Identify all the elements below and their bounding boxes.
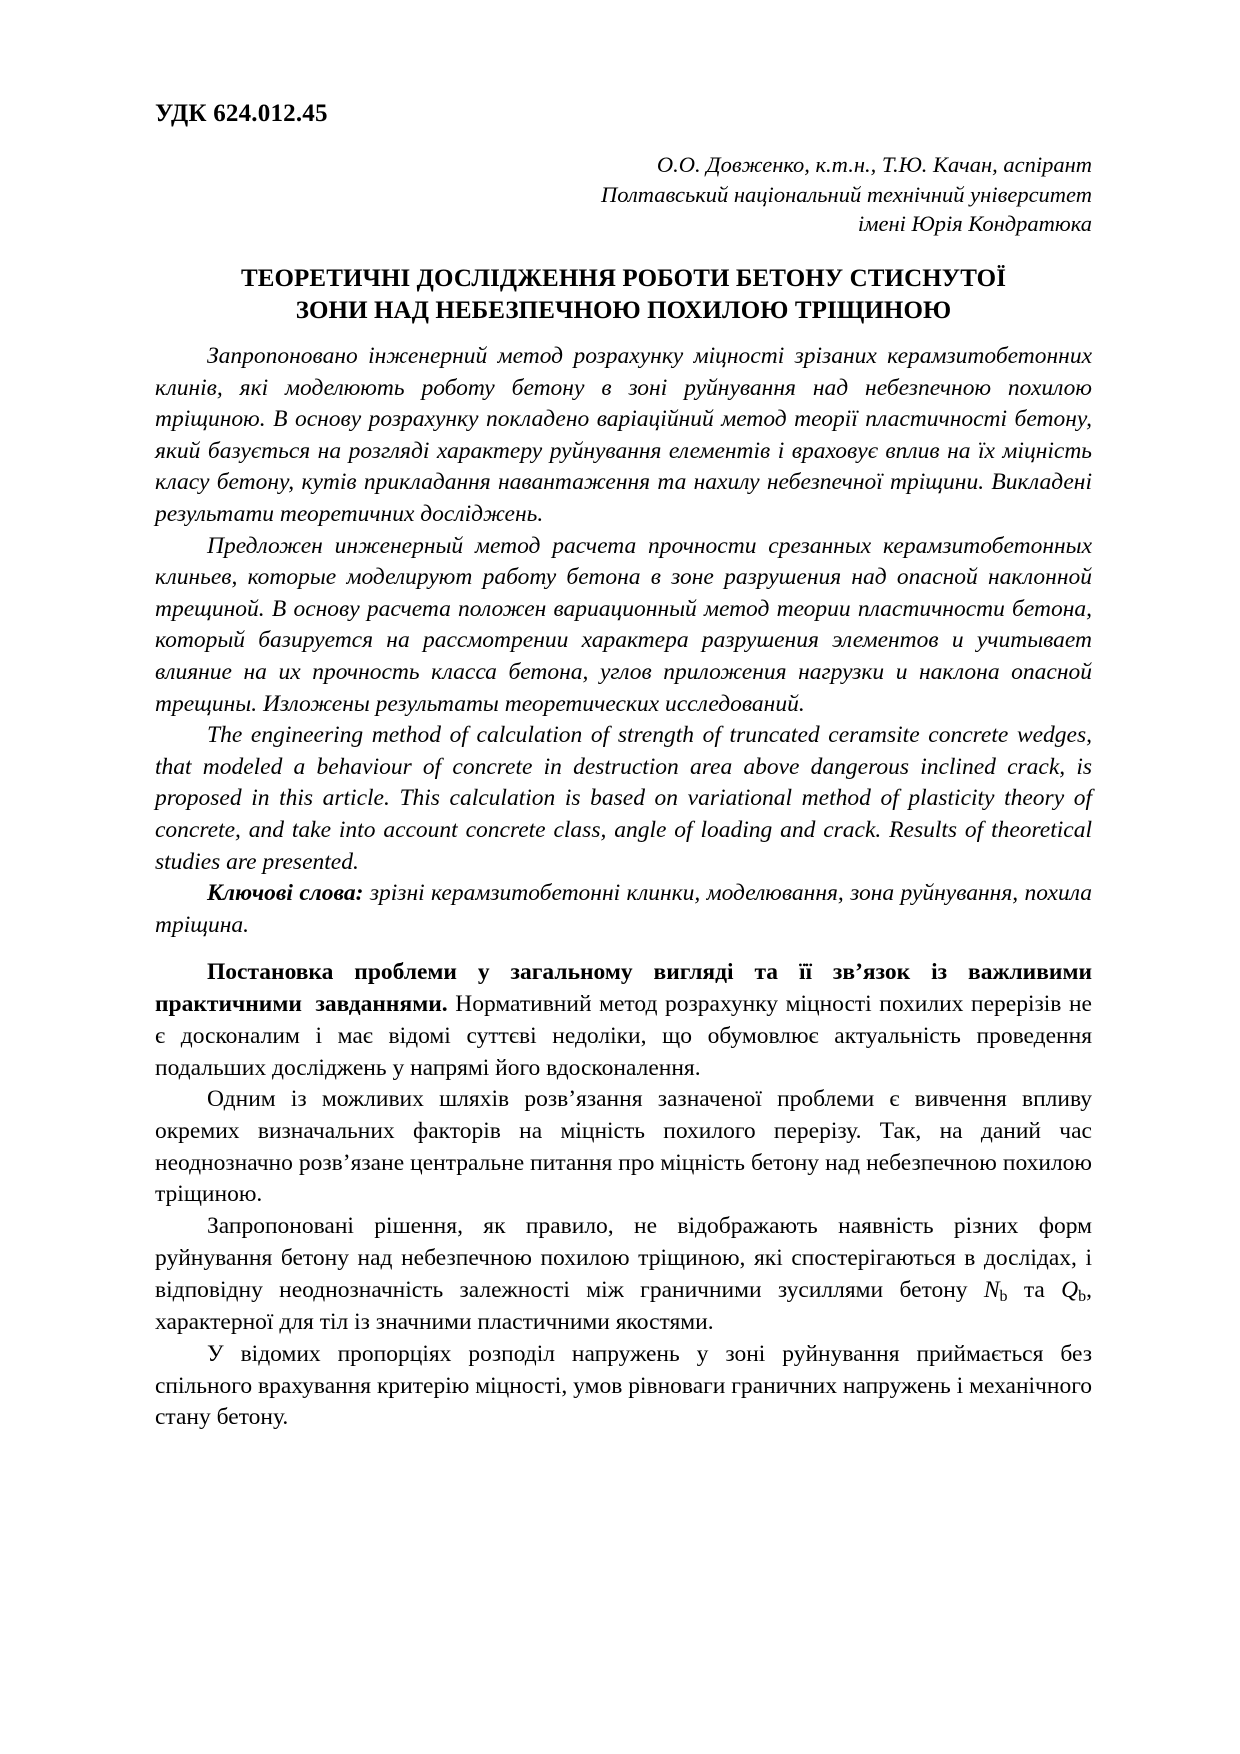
udk-code: УДК 624.012.45 — [155, 100, 328, 127]
symbol-nb-subscript: b — [999, 1287, 1008, 1305]
author-line-1: О.О. Довженко, к.т.н., Т.Ю. Качан, аспірант — [656, 152, 1092, 177]
authors-block — [155, 150, 1092, 239]
paragraph-3 — [155, 1211, 1092, 1339]
affiliation-line-1: Полтавський національний технічний університет — [601, 181, 1092, 207]
keywords-text: зрізні керамзитобетонні клинки, моделювання, зона руйнування, похила тріщина. — [155, 880, 1092, 938]
abstract-section — [155, 341, 1092, 878]
paragraph-1-rest: Нормативний метод розрахунку міцності похилих перерізів не є досконалим і має відомі суттєві недоліки, що обумовлює актуальність проведення подальших досліджень у напрямі його вдосконалення. — [155, 991, 1092, 1081]
section-lead-in: Постановка проблеми у загальному вигляді та її зв’язок із важливими практичними завданнями. — [155, 959, 1092, 1018]
abstract-russian: Предложен инженерный метод расчета прочности срезанных керамзитобетонных клиньев, которые моделируют работу бетона в зоне разрушения над опасной наклонной трещиной. В основу расчета положен вариационный метод теории пластичности бетона, который базируется на рассмотрении характера разрушения элементов и учитывает влияние на их прочность класса бетона, углов приложения нагрузки и наклона опасной трещины. Изложены результаты теоретических исследований. — [155, 532, 1092, 717]
paragraph-3-part-a: Запропоновані рішення, як правило, не відображають наявність різних форм руйнування бетону над небезпечною похилою тріщиною, які спостерігаються в дослідах, і відповідну неоднозначність залежності між граничними зусиллями бетону — [155, 1213, 1092, 1303]
title-line-2: ЗОНИ НАД НЕБЕЗПЕЧНОЮ ПОХИЛОЮ ТРІЩИНОЮ — [295, 297, 952, 325]
symbol-nb: N — [983, 1276, 1000, 1303]
keywords-paragraph — [155, 878, 1092, 941]
paragraph-3-part-b: та — [1007, 1276, 1062, 1303]
keywords-label: Ключові слова: — [207, 880, 364, 907]
abstract-english: The engineering method of calculation of strength of truncated ceramsite concrete wedges, that modeled a behaviour of concrete in destruction area above dangerous inclined crack, is proposed in this article. This calculation is based on variational method of plasticity theory of concrete, and take into account concrete class, angle of loading and crack. Results of theoretical studies are presented. — [155, 722, 1092, 875]
page-title — [155, 263, 1092, 327]
body-text — [155, 957, 1092, 1434]
paragraph-3-part-c: , характерної для тіл із значними пластичними якостями. — [155, 1276, 1092, 1336]
affiliation-line-2: імені Юрія Кондратюка — [857, 211, 1092, 237]
paragraph-2: Одним із можливих шляхів розв’язання зазначеної проблеми є вивчення впливу окремих визначальних факторів на міцність похилого перерізу. Так, на даний час неоднозначно розв’язане центральне питання про міцність бетону над небезпечною похилою тріщиною. — [155, 1086, 1092, 1208]
symbol-qb: Q — [1061, 1276, 1079, 1303]
symbol-qb-subscript: b — [1078, 1287, 1087, 1305]
paragraph-4: У відомих пропорціях розподіл напружень у зоні руйнування приймається без спільного врахування критерію міцності, умов рівноваги граничних напружень і механічного стану бетону. — [155, 1340, 1092, 1431]
title-line-1: ТЕОРЕТИЧНІ ДОСЛІДЖЕННЯ РОБОТИ БЕТОНУ СТИСНУТОЇ — [240, 265, 1007, 293]
paragraph-problem-statement — [155, 957, 1092, 1084]
abstract-ukrainian: Запропоновано інженерний метод розрахунку міцності зрізаних керамзитобетонних клинів, які моделюють роботу бетону в зоні руйнування над небезпечною похилою тріщиною. В основу розрахунку покладено варіаційний метод теорії пластичності бетону, який базується на розгляді характеру руйнування елементів і враховує вплив на їх міцність класу бетону, кутів прикладання навантаження та нахилу небезпечної тріщини. Викладені результати теоретичних досліджень. — [155, 343, 1092, 528]
